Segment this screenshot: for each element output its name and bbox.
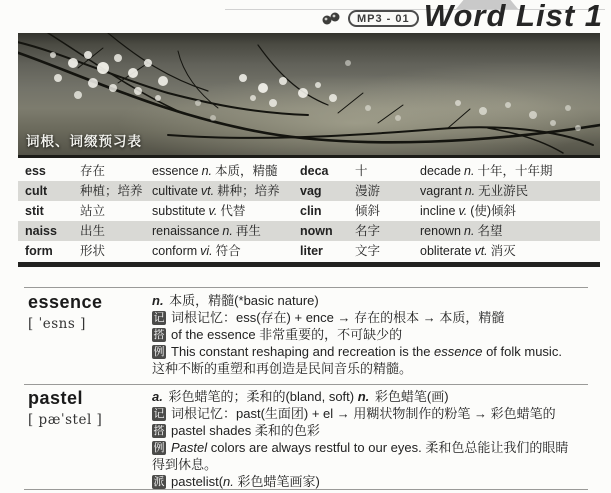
definition-column: [152, 388, 590, 490]
page-bottom-rule: [24, 489, 588, 490]
table-bottom-bar: [18, 262, 600, 267]
example-line: 例 This constant reshaping and recreation is the essence of folk music.: [153, 344, 562, 359]
root-meaning: 十: [355, 164, 368, 178]
root: clin: [300, 204, 322, 218]
root-example: cultivate vt. 耕种；培养: [152, 184, 280, 198]
root-example: renaissance n. 再生: [152, 224, 261, 238]
entry-divider: [24, 287, 588, 288]
root: deca: [300, 164, 329, 178]
mnemonic-tag-icon: 记: [153, 312, 165, 324]
mnemonic-tag-icon: 记: [153, 408, 165, 420]
definition-line: a. 彩色蜡笔的；柔和的(bland, soft) n. 彩色蜡笔(画): [152, 389, 449, 404]
root-table-row: [18, 181, 600, 201]
page-title: Word List 1: [423, 0, 603, 33]
root: form: [25, 244, 53, 258]
example-tag-icon: 例: [153, 346, 165, 358]
example-tag-icon: 例: [153, 442, 165, 454]
headword: essence: [28, 292, 103, 312]
root-example: incline v. (使)倾斜: [420, 204, 517, 218]
example-translation: 得到休息。: [152, 457, 218, 472]
definition-column: [152, 292, 590, 377]
mnemonic-line: 记 词根记忆：past(生面团) + el → 用糊状物制作的粉笔 → 彩色蜡笔的: [153, 406, 556, 421]
root-meaning: 倾斜: [355, 204, 381, 218]
root: stit: [25, 204, 44, 218]
example-line: 例 Pastel colors are always restful to our eyes. 柔和色总能让我们的眼睛: [153, 440, 569, 455]
definition-line: n. 本质，精髓(*basic nature): [152, 293, 319, 308]
root: naiss: [25, 224, 57, 238]
root-meaning: 存在: [80, 164, 106, 178]
entry-essence: [28, 292, 590, 376]
phonetic: [ ˈesns ]: [28, 316, 86, 332]
root-example: decade n. 十年，十年期: [420, 164, 553, 178]
root-meaning: 形状: [80, 244, 106, 258]
root-table-row: [18, 241, 600, 261]
root: nown: [300, 224, 333, 238]
root-table-row: [18, 161, 600, 181]
derivative-tag-icon: 派: [153, 476, 165, 488]
phonetic: [ pæˈstel ]: [28, 412, 103, 428]
roots-preview-table: [18, 161, 600, 267]
collocation-tag-icon: 搭: [153, 425, 165, 437]
root-example: substitute v. 代替: [152, 204, 246, 218]
collocation-line: 搭 of the essence 非常重要的，不可缺少的: [153, 327, 403, 342]
banner-photo: [18, 33, 600, 158]
entry-divider: [24, 384, 588, 385]
root-meaning: 种植；培养: [80, 184, 143, 198]
root-table-row: [18, 221, 600, 241]
root: liter: [300, 244, 323, 258]
mnemonic-line: 记 词根记忆：ess(存在) + ence → 存在的根本 → 本质，精髓: [153, 310, 505, 325]
root-meaning: 名字: [355, 224, 381, 238]
root-example: conform vi. 符合: [152, 244, 241, 258]
root: ess: [25, 164, 46, 178]
headword: pastel: [28, 388, 84, 408]
entry-pastel: [28, 388, 590, 489]
photo-caption: 词根、词缀预习表: [26, 134, 142, 149]
root-example: essence n. 本质，精髓: [152, 164, 278, 178]
root-meaning: 站立: [80, 204, 106, 218]
derivative-line: 派 pastelist(n. 彩色蜡笔画家): [153, 474, 320, 489]
root-example: renown n. 名望: [420, 224, 503, 238]
root-meaning: 文字: [355, 244, 381, 258]
root-example: obliterate vt. 消灭: [420, 244, 516, 258]
root-table-row: [18, 201, 600, 221]
example-translation: 这种不断的重塑和再创造是民间音乐的精髓。: [152, 361, 413, 376]
root: vag: [300, 184, 322, 198]
root-meaning: 漫游: [355, 184, 381, 198]
collocation-tag-icon: 搭: [153, 329, 165, 341]
root: cult: [25, 184, 48, 198]
root-example: vagrant n. 无业游民: [420, 184, 529, 198]
audio-track-label: MP3 - 01: [348, 10, 419, 27]
collocation-line: 搭 pastel shades 柔和的色彩: [153, 423, 320, 438]
root-meaning: 出生: [80, 224, 106, 238]
